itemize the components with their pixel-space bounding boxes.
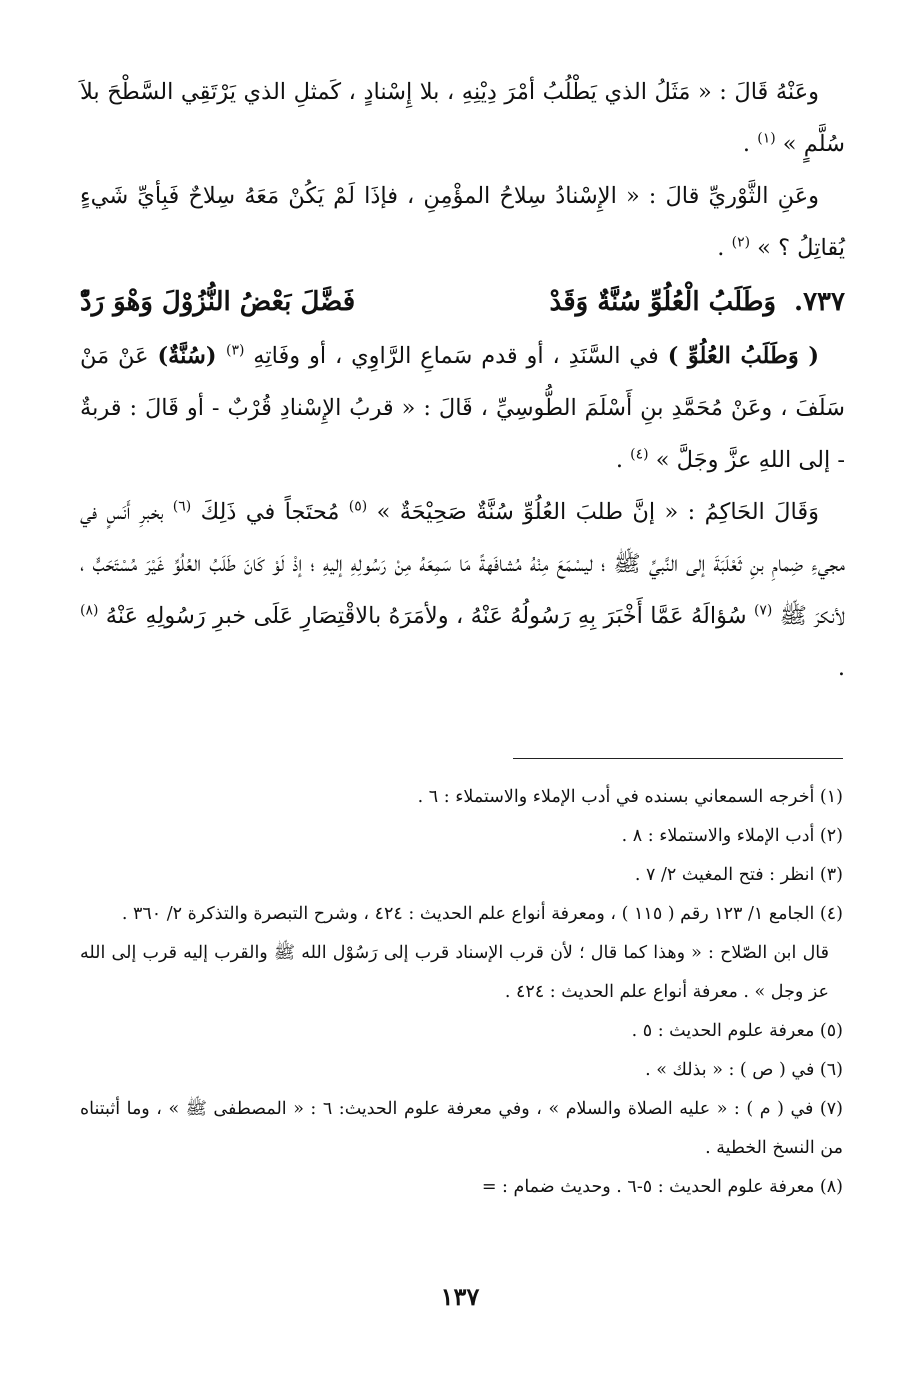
footnote-ref: (٥)	[348, 498, 368, 515]
footnotes	[80, 778, 843, 1207]
punctuation: .	[837, 655, 845, 681]
verse-line	[80, 274, 845, 330]
paragraph-text: وعَنْهُ قَالَ : « مَثَلُ الذي يَطْلُبُ أمْرَ دِيْنِهِ ، بلا إِسْنادٍ ، كَمثلِ الذي يَرْتَقِي السَّطْحَ بلاَ سُلَّمٍ »	[80, 79, 845, 157]
footnote-2: (٢) أدب الإملاء والاستملاء : ٨ .	[621, 826, 843, 846]
paragraph-text: وعَنِ الثَّوْريِّ قالَ : « الإِسْنادُ سِلاحُ المؤْمِنِ ، فإذَا لَمْ يَكُنْ مَعَهُ سِلاحٌ فَبِأيِّ شَيءٍ يُقاتِلُ ؟ »	[80, 183, 845, 261]
paragraph-text: مُحتَجاً في ذَلِكَ	[191, 499, 349, 525]
verse-first-hemistich: وَطَلَبُ الْعُلُوِّ سُنَّةٌ وَقَدْ	[549, 287, 777, 317]
footnote-8: (٨) معرفة علوم الحديث : ٥-٦ . وحديث ضمام : =	[481, 1177, 843, 1197]
footnote-4-continuation: قال ابن الصّلاح : « وهذا كما قال ؛ لأن قرب الإسناد قرب إلى رَسُوْل الله ﷺ والقرب إليه قرب إلى الله عز وجل » . معرفة أنواع علم الحديث : ٤٢٤ .	[80, 943, 829, 1002]
footnote-3: (٣) انظر : فتح المغيث ٢/ ٧ .	[634, 865, 843, 885]
footnote-divider	[513, 758, 843, 759]
paragraph-text: سُؤالَهُ عَمَّا أَخْبَرَ بِهِ رَسُولُهُ عَنْهُ ، ولأمَرَهُ بالاقْتِصَارِ عَلَى خبرِ رَسُولِهِ عَنْهُ	[98, 603, 754, 629]
verse-second-hemistich: فَضَّلَ بَعْضُ النُّزُوْلَ وَهْوَ رَدّْ	[80, 287, 356, 317]
footnote-5: (٥) معرفة علوم الحديث : ٥ .	[631, 1021, 843, 1041]
punctuation: .	[717, 235, 732, 261]
main-text	[80, 66, 845, 694]
footnote-ref: (٨)	[80, 602, 99, 619]
paragraph-4	[80, 486, 845, 694]
verse-number: ٧٣٧.	[794, 287, 845, 317]
paragraph-text: في السَّنَدِ ، أو قدم سَماعِ الرَّاوِي ، أو وفَاتِهِ	[244, 343, 668, 369]
footnote-ref: (٣)	[226, 342, 245, 359]
paragraph-text: بخبرِ أَنَسٍ في مجيءِ ضِمامِ بنِ ثَعْلَبَةَ إلى النَّبيِّ ﷺ ؛ ليسْمَعَ مِنْهُ مُشافَهةً مَا سَمِعَهُ مِنْ رَسُولِهِ إليهِ ؛ إذْ لَوْ كَانَ طَلَبُ العُلُوِّ غَيْرَ مُسْتَحَبٍّ ، لأنكرَ ﷺ	[80, 499, 845, 629]
footnote-7: (٧) في ( م ) : « عليه الصلاة والسلام » ، وفي معرفة علوم الحديث: ٦ : « المصطفى ﷺ » ، وما أثبتناه من النسخ الخطية .	[80, 1099, 843, 1158]
footnote-ref: (٦)	[172, 498, 192, 515]
footnote-1: (١) أخرجه السمعاني بسنده في أدب الإملاء والاستملاء : ٦ .	[417, 787, 843, 807]
footnote-ref: (٢)	[731, 234, 751, 251]
paragraph-text: وَقَالَ الحَاكِمُ : « إنَّ طلبَ العُلُوِّ سُنَّةٌ صَحِيْحَةٌ »	[367, 499, 819, 525]
footnote-6: (٦) في ( ص ) : « بذلك » .	[645, 1060, 843, 1080]
footnote-ref: (٧)	[753, 602, 773, 619]
paragraph-text: عَنْ مَنْ سَلَفَ ، وعَنْ مُحَمَّدِ بنِ أَسْلَمَ الطُّوسِيِّ ، قَالَ : « قربُ الإِسْنادِ قُرْبٌ - أو قَالَ : قربةٌ - إلى اللهِ عزَّ وجَلَّ »	[80, 343, 845, 473]
footnote-ref: (٤)	[630, 446, 649, 463]
footnote-4: (٤) الجامع ١/ ١٢٣ رقم ( ١١٥ ) ، ومعرفة أنواع علم الحديث : ٤٢٤ ، وشرح التبصرة والتذكرة ٢/ ٣٦٠ .	[121, 904, 843, 924]
paragraph-1	[80, 66, 845, 170]
punctuation: .	[742, 131, 758, 157]
quoted-verse-term: ( وَطَلَبُ العُلُوِّ )	[667, 343, 819, 369]
paragraph-2	[80, 170, 845, 274]
quoted-verse-term: (سُنَّةٌ)	[157, 343, 227, 369]
paragraph-3	[80, 330, 845, 486]
punctuation: .	[615, 447, 631, 473]
footnote-ref: (١)	[757, 130, 776, 147]
page-number: ١٣٧	[440, 1282, 480, 1311]
